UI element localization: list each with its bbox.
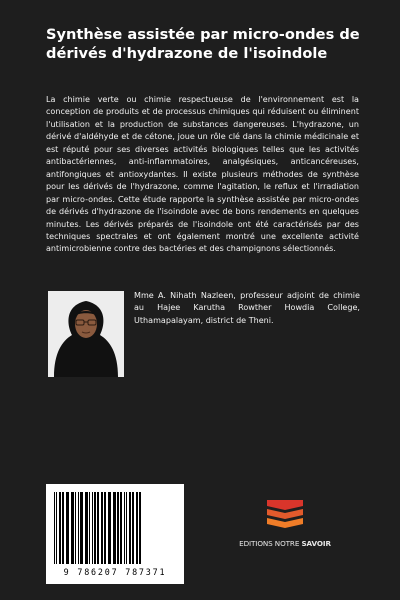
- isbn-barcode: [46, 484, 184, 584]
- barcode-bars: [52, 492, 178, 566]
- publisher-emphasis: SAVOIR: [301, 539, 331, 548]
- publisher-name: [230, 539, 340, 548]
- author-bio: Mme A. Nihath Nazleen, professeur adjoint de chimie au Hajee Karutha Rowther Howdia College, Uthamapalayam, district de Theni.: [134, 291, 360, 325]
- author-photo: [48, 291, 124, 377]
- publisher-prefix: EDITIONS NOTRE: [239, 539, 302, 548]
- isbn-number: 9 786207 787371: [63, 567, 167, 577]
- book-title: Synthèse assistée par micro-ondes de dérivés d'hydrazone de l'isoindole: [46, 26, 360, 62]
- book-description: La chimie verte ou chimie respectueuse de l'environnement est la conception de produits et de processus chimiques qui réduisent ou éliminent l'utilisation et la production de substances dangereuses. L'hydrazone, un dérivé d'aldéhyde et de cétone, joue un rôle clé dans la chimie médicinale et est réputé pour ses diverses activités biologiques telles que les activités antibactériennes, anti-inflammatoires, analgésiques, anticancéreuses, antifongiques et antioxydantes. Il existe plusieurs méthodes de synthèse pour les dérivés de l'hydrazone, comme l'agitation, le reflux et l'irradiation par micro-ondes. Cette étude rapporte la synthèse assistée par micro-ondes de dérivés d'hydrazone de l'isoindole avec de bons rendements en quelques minutes. Les dérivés préparés de l'isoindole ont été caractérisés par des techniques spectrales et ont également montré une excellente activité antimicrobienne contre des bactéries et des champignons sélectionnés.: [46, 95, 359, 254]
- publisher-logo-icon: [263, 494, 307, 534]
